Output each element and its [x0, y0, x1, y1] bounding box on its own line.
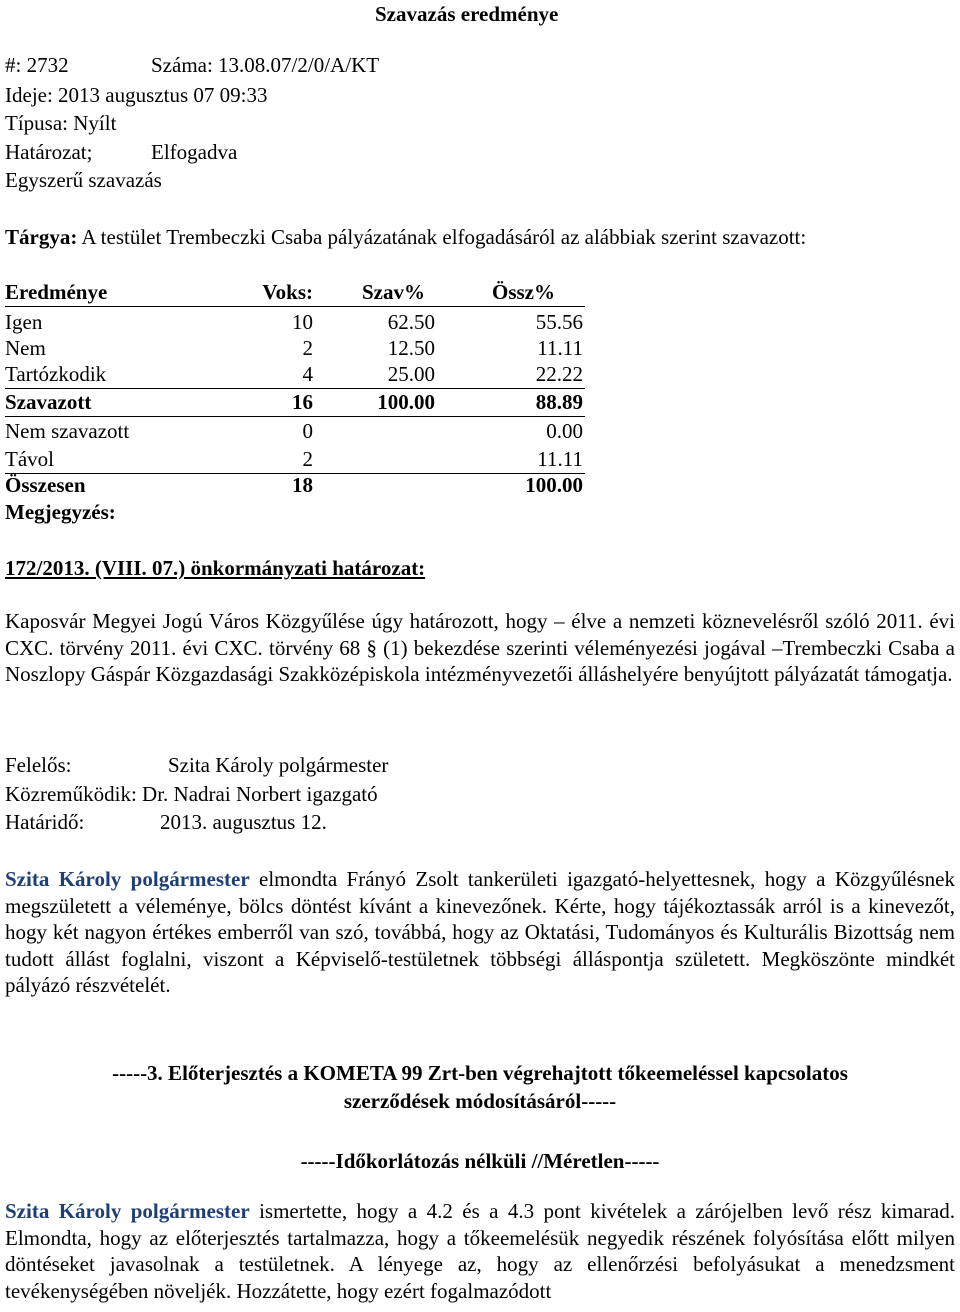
meta-id: [5, 52, 69, 78]
row-ossz: 88.89: [535, 390, 583, 414]
speech1-paragraph: [5, 866, 955, 999]
results-row-tavol: [5, 446, 585, 474]
row-voks: 4: [302, 362, 313, 386]
page-heading: Szavazás eredménye: [375, 2, 559, 26]
meta-szama: Száma: 13.08.07/2/0/A/KT: [151, 53, 380, 77]
row-ossz: 11.11: [537, 336, 583, 360]
row-label: Szavazott: [5, 390, 92, 414]
hatarido-label: Határidő:: [5, 810, 85, 834]
speech2-text: ismertette, hogy a 4.2 és a 4.3 pont kivételek a zárójelben levő rész kimarad. Elmondta, hogy az előterjesztés tartalmazza, hogy a tőkeemelésük negyedik részének folyósítása előtt milyen döntéseket javasolnak a testületnek. A lényege az, hogy az ellenőrzési befolyásukat a menedzsment tevékenységében növeljék. Hozzátette, hogy ezért fogalmazódott: [5, 1199, 955, 1303]
row-label: Nem szavazott: [5, 419, 130, 443]
meta-id-value: #: 2732: [5, 53, 69, 77]
section-title-line1: -----3. Előterjesztés a KOMETA 99 Zrt-ben végrehajtott tőkeemeléssel kapcsolatos: [112, 1061, 848, 1085]
results-row-nem-szavazott: [5, 418, 585, 445]
resolution-title: 172/2013. (VIII. 07.) önkormányzati határozat:: [5, 556, 426, 580]
felelos-value: Szita Károly polgármester: [168, 753, 389, 777]
results-row-tartozkodik: [5, 361, 585, 389]
row-label: Összesen: [5, 473, 86, 497]
speech2-speaker: Szita Károly polgármester: [5, 1199, 250, 1223]
targya-text: A testület Trembeczki Csaba pályázatának elfogadásáról az alábbiak szerint szavazott:: [77, 225, 807, 249]
results-row-osszesen: [5, 472, 585, 499]
results-row-szavazott: [5, 389, 585, 417]
row-szav: 62.50: [387, 310, 435, 334]
meta-ideje: Ideje: 2013 augusztus 07 09:33: [5, 83, 268, 107]
section-title-line2: szerződések módosításáról-----: [343, 1089, 617, 1113]
results-row-nem: [5, 335, 585, 362]
results-header-row: [5, 279, 585, 307]
speech1-speaker: Szita Károly polgármester: [5, 867, 250, 891]
row-ossz: 100.00: [525, 473, 583, 497]
row-voks: 18: [292, 473, 313, 497]
row-ossz: 55.56: [535, 310, 583, 334]
results-header-voks: Voks:: [262, 280, 313, 304]
row-szav: 25.00: [387, 362, 435, 386]
hatarido-value: 2013. augusztus 12.: [160, 810, 327, 834]
targya-label: Tárgya:: [5, 225, 78, 249]
row-ossz: 11.11: [537, 447, 583, 471]
speech1-text: elmondta Frányó Zsolt tankerületi igazgató-helyettesnek, hogy a Közgyűlésnek megszületett a véleménye, bölcs döntést kívánt a kinevezőnek. Kérte, hogy tájékoztassák arról is a kinevezőt, hogy két nagyon értékes emberről van szó, továbbá, hogy az Oktatási, Tudományos és Kulturális Bizottság nem tudott állást foglalni, viszont a Képviselő-testületnek többségi álláspontja született. Megköszönte mindkét pályázó részvételét.: [5, 867, 955, 997]
resolution-felelos: [5, 752, 388, 778]
row-label: Igen: [5, 310, 43, 334]
resolution-body: Kaposvár Megyei Jogú Város Közgyűlése úgy határozott, hogy – élve a nemzeti köznevelésről szóló 2011. évi CXC. törvény 2011. évi CXC. törvény 68 § (1) bekezdése szerinti véleményezési jogával –Trembeczki Csaba a Noszlopy Gáspár Közgazdasági Szakközépiskola intézményvezetői álláshelyére benyújtott pályázatát támogatja.: [5, 609, 955, 686]
results-header-eredmenye: Eredménye: [5, 280, 108, 304]
row-label: Tartózkodik: [5, 362, 107, 386]
resolution-kozremukodik: Közreműködik: Dr. Nadrai Norbert igazgató: [5, 782, 378, 806]
felelos-label: Felelős:: [5, 753, 72, 777]
meta-mode: Egyszerű szavazás: [5, 168, 162, 192]
row-label: Távol: [5, 447, 54, 471]
row-voks: 16: [292, 390, 313, 414]
row-label: Nem: [5, 336, 46, 360]
row-voks: 2: [302, 336, 313, 360]
row-ossz: 0.00: [546, 419, 583, 443]
results-header-szav: Szav%: [362, 280, 425, 304]
row-voks: 10: [292, 310, 313, 334]
section-subtitle: -----Időkorlátozás nélküli //Méretlen-----: [300, 1149, 660, 1173]
results-row-igen: [5, 309, 585, 336]
row-ossz: 22.22: [535, 362, 583, 386]
row-szav: 12.50: [387, 336, 435, 360]
results-header-ossz: Össz%: [492, 280, 555, 304]
meta-hatarozat-value: Elfogadva: [151, 140, 238, 164]
speech2-paragraph: [5, 1198, 955, 1304]
results-note-label: Megjegyzés:: [5, 500, 116, 524]
meta-tipusa: Típusa: Nyílt: [5, 111, 117, 135]
targya-line: [5, 224, 806, 250]
row-voks: 2: [302, 447, 313, 471]
row-szav: 100.00: [377, 390, 435, 414]
row-voks: 0: [302, 419, 313, 443]
resolution-hatarido: [5, 809, 327, 835]
meta-hatarozat-label: Határozat;: [5, 140, 93, 164]
